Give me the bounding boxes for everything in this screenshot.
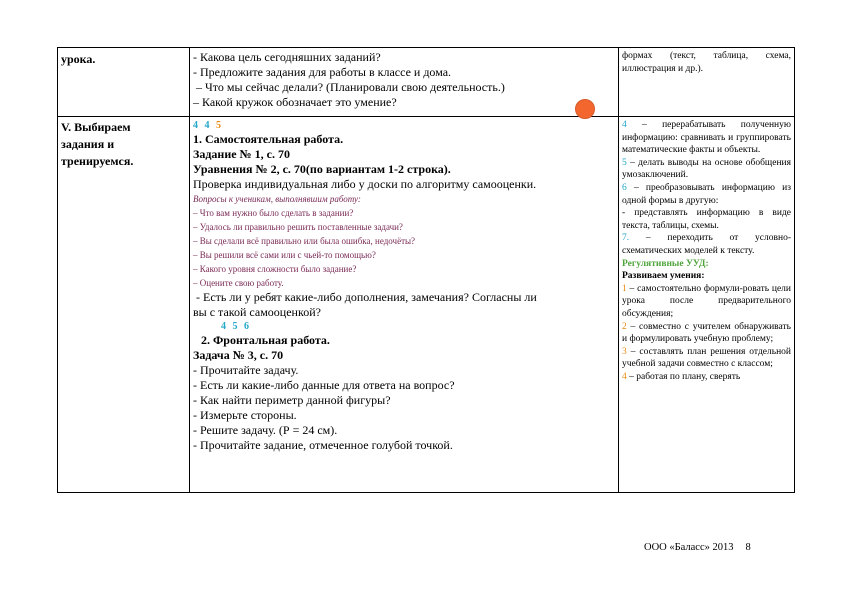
orange-circle-icon: [575, 99, 595, 119]
question-item: – Что вам нужно было сделать в задании?: [193, 208, 354, 218]
skills-cell: [619, 117, 795, 493]
step-line: - Измерьте стороны.: [193, 408, 297, 422]
skill-item: [622, 232, 791, 257]
skill-number: 5: [622, 157, 627, 168]
task-line: Задание № 1, с. 70: [193, 147, 290, 161]
skill-text: – составлять план решения отдельной учебной задачи совместно с классом;: [622, 346, 791, 370]
skill-item: [622, 182, 791, 207]
section-title: 1. Самостоятельная работа.: [193, 132, 344, 146]
skill-text: – перерабатывать полученную информацию: сравнивать и группировать математические факты и объекты.: [622, 120, 791, 156]
text-line: - Какова цель сегодняшних заданий?: [193, 50, 381, 64]
skill-number: 4: [193, 120, 200, 131]
section-title: 2. Фронтальная работа.: [201, 333, 330, 347]
text-line: - Есть ли у ребят какие-либо дополнения, замечания? Согласны ли: [193, 290, 537, 304]
skill-number: 2: [622, 321, 627, 332]
skill-text: – переходить от условно-схематических моделей к тексту.: [622, 233, 791, 256]
question-item: – Удалось ли правильно решить поставленные задачи?: [193, 222, 403, 232]
question-item: – Вы сделали всё правильно или была ошибка, недочёты?: [193, 236, 416, 246]
skill-numbers: [193, 320, 615, 333]
skill-item: [622, 119, 791, 157]
task-line: Задача № 3, с. 70: [193, 348, 284, 362]
step-line: - Есть ли какие-либо данные для ответа на вопрос?: [193, 378, 455, 392]
skill-number: 4: [221, 321, 228, 332]
step-line: - Как найти периметр данной фигуры?: [193, 393, 391, 407]
skill-text: – самостоятельно формули-ровать цели урока после предварительного обсуждения;: [622, 283, 791, 319]
skill-number: 3: [622, 346, 627, 357]
skill-item: [622, 346, 791, 371]
skill-number: 7.: [622, 233, 630, 244]
skill-item: [622, 371, 791, 384]
question-item: – Вы решили всё сами или с чьей-то помощью?: [193, 250, 376, 260]
page-number: 8: [745, 542, 751, 553]
text-line: вы с такой самооценкой?: [193, 305, 321, 319]
task-line: Уравнения № 2, с. 70(по вариантам 1-2 строка).: [193, 162, 451, 176]
regulatory-heading: Регулятивные УУД:: [622, 258, 709, 269]
activity-cell: [190, 48, 619, 117]
skill-number: 5: [216, 120, 223, 131]
text-line: - Предложите задания для работы в классе и дома.: [193, 65, 452, 79]
step-line: - Прочитайте задачу.: [193, 363, 299, 377]
skills-text: формах (текст, таблица, схема, иллюстрация и др.).: [622, 51, 791, 74]
page-footer: [644, 542, 751, 553]
skill-number: 5: [232, 321, 240, 332]
question-item: – Какого уровня сложности было задание?: [193, 264, 357, 274]
skill-number: 6: [622, 182, 627, 193]
publisher-label: ООО «Баласс» 2013: [644, 542, 734, 553]
table-row: [58, 117, 795, 493]
stage-cell: [58, 117, 190, 493]
skill-number: 4: [622, 371, 627, 382]
develop-heading: Развиваем умения:: [622, 271, 705, 282]
skill-number: 4: [204, 120, 212, 131]
skill-number: 1: [622, 283, 627, 294]
skill-numbers: [193, 119, 615, 132]
questions-heading: Вопросы к ученикам, выполнявшим работу:: [193, 194, 361, 204]
skills-cell: [619, 48, 795, 117]
stage-cell: [58, 48, 190, 117]
skill-number: 6: [244, 321, 251, 332]
skill-number: 4: [622, 120, 627, 130]
stage-label: V. Выбираем задания и тренируемся.: [61, 120, 134, 168]
table-row: [58, 48, 795, 117]
skill-subitem: - представлять информацию в виде текста, таблицы, схемы.: [622, 208, 791, 231]
step-line: - Решите задачу. (Р = 24 см).: [193, 423, 338, 437]
question-item: – Оцените свою работу.: [193, 278, 284, 288]
lesson-table: [57, 47, 795, 493]
text-line: – Что мы сейчас делали? (Планировали свою деятельность.): [193, 80, 505, 94]
activity-cell: [190, 117, 619, 493]
skill-item: [622, 283, 791, 321]
skill-item: [622, 157, 791, 182]
skill-text: – совместно с учителем обнаруживать и формулировать учебную проблему;: [622, 321, 791, 345]
skill-item: [622, 321, 791, 346]
text-line: Проверка индивидуальная либо у доски по алгоритму самооценки.: [193, 177, 537, 191]
skill-text: – преобразовывать информацию из одной формы в другую:: [622, 182, 791, 206]
skill-text: – делать выводы на основе обобщения умозаключений.: [622, 157, 791, 181]
stage-label: урока.: [61, 52, 96, 66]
step-line: - Прочитайте задание, отмеченное голубой точкой.: [193, 438, 453, 452]
skill-text: – работая по плану, сверять: [626, 371, 741, 382]
text-line: – Какой кружок обозначает это умение?: [193, 95, 397, 109]
